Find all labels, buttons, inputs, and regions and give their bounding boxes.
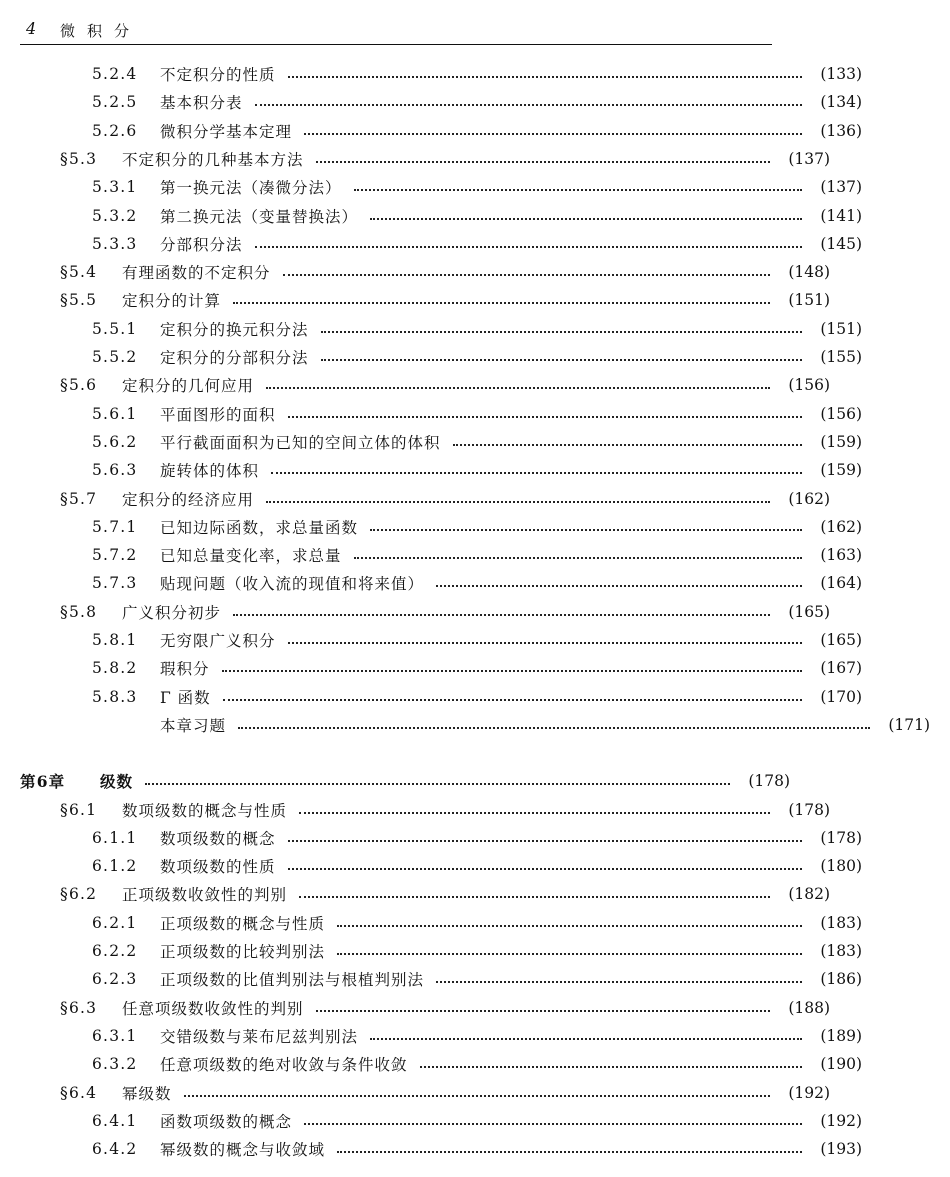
toc-entry-title: 已知总量变化率，求总量 bbox=[160, 547, 342, 566]
dot-leader bbox=[223, 699, 802, 701]
toc-entry[interactable] bbox=[0, 315, 882, 343]
toc-entry[interactable] bbox=[0, 880, 850, 908]
toc-entry-page: (190) bbox=[820, 1055, 862, 1074]
toc-entry[interactable] bbox=[0, 145, 850, 173]
dot-leader bbox=[255, 246, 802, 248]
toc-entry-title: 不定积分的性质 bbox=[160, 66, 276, 84]
dot-leader bbox=[321, 331, 802, 333]
dot-leader bbox=[304, 133, 802, 135]
toc-entry-number: §5.8 bbox=[60, 602, 98, 621]
dot-leader bbox=[337, 925, 802, 927]
toc-entry[interactable] bbox=[0, 1022, 882, 1050]
toc-entry-number: 5.6.3 bbox=[92, 461, 138, 480]
toc-entry-page: (165) bbox=[788, 602, 830, 621]
toc-entry-page: (159) bbox=[820, 461, 862, 480]
dot-leader bbox=[271, 472, 802, 474]
toc-entry-page: (155) bbox=[820, 348, 862, 366]
dot-leader bbox=[370, 218, 802, 220]
running-header bbox=[20, 8, 772, 45]
toc-entry-title: 数项级数的概念与性质 bbox=[122, 801, 288, 820]
dot-leader bbox=[370, 1038, 802, 1040]
toc-entry-number: 5.6.2 bbox=[92, 432, 138, 451]
toc-entry-title: 幂级数的概念与收敛域 bbox=[160, 1141, 326, 1160]
toc-entry-page: (180) bbox=[820, 857, 862, 876]
toc-entry-number: 6.3.2 bbox=[92, 1055, 138, 1074]
toc-entry-page: (137) bbox=[820, 178, 862, 197]
dot-leader bbox=[321, 359, 802, 361]
toc-entry-title: 定积分的几何应用 bbox=[122, 377, 255, 396]
toc-entry-title: 已知边际函数，求总量函数 bbox=[160, 518, 359, 537]
toc-entry-number: 6.1.1 bbox=[92, 828, 138, 847]
toc-entry[interactable] bbox=[0, 117, 882, 145]
toc-entry[interactable] bbox=[0, 343, 882, 371]
toc-entry-page: (141) bbox=[820, 206, 862, 225]
toc-entry-number: 5.8.2 bbox=[92, 659, 138, 678]
toc-entry[interactable] bbox=[0, 541, 882, 569]
toc-entry-page: (162) bbox=[820, 517, 862, 536]
toc-entry[interactable] bbox=[0, 824, 882, 852]
toc-entry[interactable] bbox=[0, 202, 882, 230]
toc-entry[interactable] bbox=[0, 598, 850, 626]
toc-entry-title: 任意项级数的绝对收敛与条件收敛 bbox=[160, 1056, 408, 1075]
toc-entry-title: 定积分的经济应用 bbox=[122, 490, 255, 509]
toc-entry-page: (148) bbox=[788, 263, 830, 282]
toc-entry-number: 6.2.1 bbox=[92, 913, 138, 932]
toc-entry-number: 5.3.2 bbox=[92, 206, 138, 225]
toc-entry-number: §5.3 bbox=[60, 149, 98, 168]
toc-entry-title: 微积分学基本定理 bbox=[160, 122, 293, 141]
toc-entry-title: 本章习题 bbox=[160, 716, 227, 735]
toc-entry-page: (159) bbox=[820, 432, 862, 451]
toc-entry-page: (164) bbox=[820, 574, 862, 593]
toc-entry-page: (178) bbox=[820, 828, 862, 847]
toc-entry[interactable] bbox=[0, 88, 882, 116]
toc-entry-page: (193) bbox=[820, 1140, 862, 1159]
toc-entry-title: 正项级数收敛性的判别 bbox=[122, 886, 288, 905]
toc-entry-title: 交错级数与莱布尼兹判别法 bbox=[160, 1027, 359, 1046]
toc-entry[interactable] bbox=[0, 485, 850, 513]
toc-entry-title: 广义积分初步 bbox=[122, 603, 222, 622]
toc-entry-title: 第一换元法（凑微分法） bbox=[160, 179, 342, 198]
dot-leader bbox=[184, 1095, 770, 1097]
toc-entry[interactable] bbox=[0, 60, 882, 88]
toc-entry[interactable] bbox=[0, 569, 882, 597]
toc-entry-title: 定积分的计算 bbox=[122, 292, 222, 311]
toc-entry[interactable] bbox=[0, 965, 882, 993]
toc-entry-page: (145) bbox=[820, 234, 862, 253]
toc-entry-number: 6.4.1 bbox=[92, 1111, 138, 1130]
toc-entry-page: (133) bbox=[820, 65, 862, 83]
toc-entry-number: §6.2 bbox=[60, 885, 98, 904]
toc-entry[interactable] bbox=[0, 711, 950, 739]
dot-leader bbox=[222, 670, 802, 672]
toc-entry-title: 分部积分法 bbox=[160, 235, 243, 254]
toc-entry[interactable] bbox=[0, 371, 850, 399]
toc-entry-title: 数项级数的性质 bbox=[160, 858, 276, 877]
toc-entry-title: 正项级数的比值判别法与根植判别法 bbox=[160, 971, 425, 990]
toc-entry[interactable] bbox=[0, 937, 882, 965]
toc-entry-number: 6.1.2 bbox=[92, 857, 138, 876]
toc-entry[interactable] bbox=[0, 767, 810, 795]
toc-entry[interactable] bbox=[0, 1050, 882, 1078]
toc-entry-page: (163) bbox=[820, 546, 862, 565]
toc-entry-title: 瑕积分 bbox=[160, 660, 210, 679]
dot-leader bbox=[288, 76, 802, 78]
toc-entry-number: 6.2.3 bbox=[92, 970, 138, 989]
dot-leader bbox=[238, 727, 870, 729]
toc-entry[interactable] bbox=[0, 796, 850, 824]
toc-entry[interactable] bbox=[0, 173, 882, 201]
toc-entry-page: (137) bbox=[788, 149, 830, 168]
toc-entry-page: (183) bbox=[820, 942, 862, 960]
toc-entry-title: 基本积分表 bbox=[160, 94, 243, 113]
toc-entry[interactable] bbox=[0, 400, 882, 428]
toc-entry-title: 数项级数的概念 bbox=[160, 829, 276, 848]
toc-entry-title: 定积分的换元积分法 bbox=[160, 320, 309, 339]
toc-entry[interactable] bbox=[0, 1107, 882, 1135]
toc-entry-number: 6.4.2 bbox=[92, 1140, 138, 1159]
dot-leader bbox=[316, 1010, 770, 1012]
toc-entry-page: (170) bbox=[820, 687, 862, 706]
toc-entry[interactable] bbox=[0, 258, 850, 286]
dot-leader bbox=[288, 840, 802, 842]
dot-leader bbox=[299, 812, 770, 814]
toc-entry-number: 5.8.1 bbox=[92, 631, 138, 649]
dot-leader bbox=[288, 642, 802, 644]
toc-entry-number: §5.5 bbox=[60, 291, 98, 310]
toc-entry-page: (182) bbox=[788, 885, 830, 904]
toc-entry-number: 5.2.6 bbox=[92, 121, 138, 140]
toc-entry-number: 5.5.1 bbox=[92, 319, 138, 338]
dot-leader bbox=[145, 783, 730, 785]
dot-leader bbox=[255, 104, 802, 106]
toc-entry-page: (186) bbox=[820, 970, 862, 989]
toc-entry-number: 第6章 bbox=[20, 772, 66, 792]
toc-entry-number: §6.4 bbox=[60, 1083, 98, 1102]
dot-leader bbox=[370, 529, 802, 531]
toc-entry[interactable] bbox=[0, 909, 882, 937]
toc-entry-title: 不定积分的几种基本方法 bbox=[122, 150, 304, 169]
dot-leader bbox=[266, 387, 770, 389]
toc-entry-title: Γ 函数 bbox=[160, 688, 211, 707]
page-number: 4 bbox=[26, 19, 37, 38]
dot-leader bbox=[337, 1151, 802, 1153]
dot-leader bbox=[288, 868, 802, 870]
toc-entry-page: (156) bbox=[820, 404, 862, 423]
toc-entry-page: (178) bbox=[748, 772, 790, 791]
toc-entry-page: (165) bbox=[820, 631, 862, 649]
toc-entry-number: 5.2.5 bbox=[92, 93, 138, 112]
toc-entry-page: (156) bbox=[788, 376, 830, 395]
toc-entry-number: 5.3.1 bbox=[92, 178, 138, 197]
toc-entry-number: 5.2.4 bbox=[92, 65, 138, 83]
toc-entry-number: 5.5.2 bbox=[92, 348, 138, 366]
toc-entry-number: 5.7.3 bbox=[92, 574, 138, 593]
toc-entry-page: (151) bbox=[788, 291, 830, 310]
dot-leader bbox=[233, 302, 770, 304]
dot-leader bbox=[337, 953, 802, 955]
toc-entry-page: (167) bbox=[820, 659, 862, 678]
dot-leader bbox=[266, 501, 770, 503]
toc-entry[interactable] bbox=[0, 286, 850, 314]
toc-entry[interactable] bbox=[0, 626, 882, 654]
toc-entry-page: (151) bbox=[820, 319, 862, 338]
toc-entry-number: §6.3 bbox=[60, 998, 98, 1017]
toc-entry-page: (188) bbox=[788, 998, 830, 1017]
toc-entry[interactable] bbox=[0, 513, 882, 541]
toc-entry-number: 6.3.1 bbox=[92, 1026, 138, 1045]
toc-entry-title: 有理函数的不定积分 bbox=[122, 264, 271, 283]
toc-entry-page: (162) bbox=[788, 489, 830, 508]
toc-entry-title: 无穷限广义积分 bbox=[160, 632, 276, 650]
toc-entry[interactable] bbox=[0, 230, 882, 258]
dot-leader bbox=[283, 274, 770, 276]
toc-entry-title: 第二换元法（变量替换法） bbox=[160, 207, 359, 226]
toc-entry-page: (192) bbox=[820, 1111, 862, 1130]
toc-entry[interactable] bbox=[0, 654, 882, 682]
toc-entry-title: 正项级数的比较判别法 bbox=[160, 943, 326, 961]
toc-entry[interactable] bbox=[0, 456, 882, 484]
toc-entry-page: (136) bbox=[820, 121, 862, 140]
toc-entry-number: 5.7.2 bbox=[92, 546, 138, 565]
toc-entry-number: 5.7.1 bbox=[92, 517, 138, 536]
toc-entry-title: 平面图形的面积 bbox=[160, 405, 276, 424]
dot-leader bbox=[299, 896, 770, 898]
toc-entry[interactable] bbox=[0, 428, 882, 456]
toc-entry-title: 贴现问题（收入流的现值和将来值） bbox=[160, 575, 425, 594]
toc-entry-title: 正项级数的概念与性质 bbox=[160, 914, 326, 933]
dot-leader bbox=[316, 161, 770, 163]
toc-entry-page: (134) bbox=[820, 93, 862, 112]
dot-leader bbox=[304, 1123, 802, 1125]
toc-entry[interactable] bbox=[0, 1135, 882, 1163]
dot-leader bbox=[436, 585, 802, 587]
toc-entry-page: (189) bbox=[820, 1026, 862, 1045]
dot-leader bbox=[436, 981, 802, 983]
toc-entry-number: §5.4 bbox=[60, 263, 98, 282]
toc-entry-page: (178) bbox=[788, 800, 830, 819]
toc-entry-page: (192) bbox=[788, 1083, 830, 1102]
toc-entry[interactable] bbox=[0, 683, 882, 711]
toc-entry-number: §5.7 bbox=[60, 489, 98, 508]
toc-entry-number: §6.1 bbox=[60, 800, 98, 819]
toc-entry-number: 5.3.3 bbox=[92, 234, 138, 253]
toc-entry-title: 旋转体的体积 bbox=[160, 462, 260, 481]
dot-leader bbox=[354, 557, 802, 559]
dot-leader bbox=[288, 416, 802, 418]
toc-entry-title: 任意项级数收敛性的判别 bbox=[122, 999, 304, 1018]
toc-entry-title: 平行截面面积为已知的空间立体的体积 bbox=[160, 433, 441, 452]
toc-entry-number: 5.6.1 bbox=[92, 404, 138, 423]
toc-entry-title: 级数 bbox=[100, 772, 134, 792]
toc-entry-number: 6.2.2 bbox=[92, 942, 138, 960]
toc-entry[interactable] bbox=[0, 1079, 850, 1107]
toc-entry[interactable] bbox=[0, 994, 850, 1022]
toc-entry[interactable] bbox=[0, 852, 882, 880]
toc-entry-title: 定积分的分部积分法 bbox=[160, 349, 309, 367]
toc-entry-number: §5.6 bbox=[60, 376, 98, 395]
toc-entry-title: 幂级数 bbox=[122, 1084, 172, 1103]
dot-leader bbox=[354, 189, 802, 191]
toc-entry-number: 5.8.3 bbox=[92, 687, 138, 706]
toc-entry-page: (171) bbox=[888, 715, 930, 734]
book-title: 微积分 bbox=[60, 22, 142, 40]
dot-leader bbox=[420, 1066, 802, 1068]
toc-entry-title: 函数项级数的概念 bbox=[160, 1112, 293, 1131]
dot-leader bbox=[453, 444, 802, 446]
toc-entry-page: (183) bbox=[820, 913, 862, 932]
dot-leader bbox=[233, 614, 770, 616]
